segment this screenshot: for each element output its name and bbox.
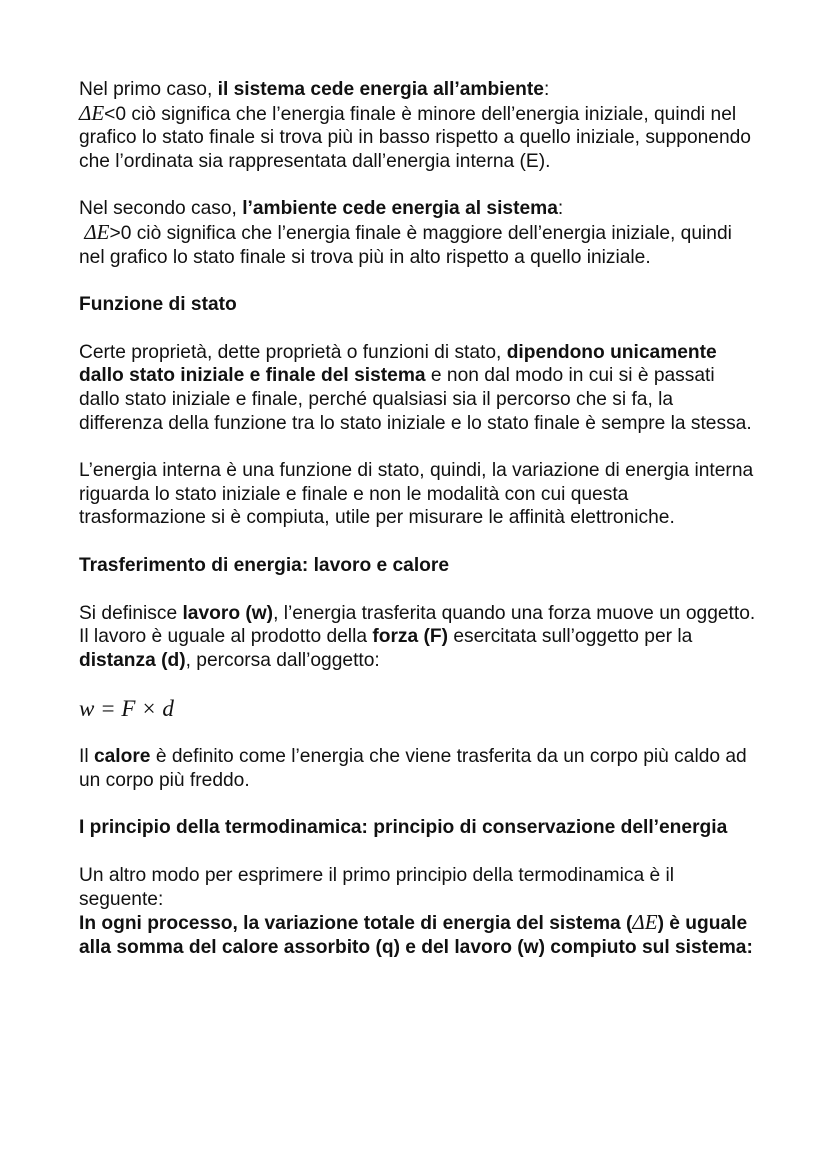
work-formula: w = F × d <box>79 696 174 722</box>
paragraph-primo-caso <box>79 78 758 173</box>
text: , l’energia trasferita quando una forza muove un oggetto. Il lavoro è uguale al prodotto della <box>79 602 756 648</box>
paragraph-secondo-caso <box>79 197 758 269</box>
text: Certe proprietà, dette proprietà o funzioni di stato, <box>79 341 507 363</box>
text: <0 ciò significa che l’energia finale è minore dell’energia iniziale, quindi nel grafico lo stato finale si trova più in basso rispetto a quello iniziale, supponendo che l’ordinata sia rappresentata dall’energia interna (E). <box>79 103 751 172</box>
paragraph-energia-interna: L’energia interna è una funzione di stato, quindi, la variazione di energia interna riguarda lo stato iniziale e finale e non le modalità con cui questa trasformazione si è compiuta, utile per misurare le affinità elettroniche. <box>79 460 754 529</box>
delta-e-symbol: ΔE <box>79 100 105 125</box>
text: Nel primo caso, <box>79 79 218 100</box>
text: Nel secondo caso, <box>79 198 243 220</box>
paragraph-calore <box>79 745 758 792</box>
text: >0 ciò significa che l’energia finale è maggiore dell’energia iniziale, quindi nel grafico lo stato finale si trova più in alto rispetto a quello iniziale. <box>79 222 732 268</box>
bold-text: distanza (d) <box>79 649 186 671</box>
text: Il <box>79 746 94 768</box>
delta-e-symbol: ΔE <box>84 219 110 244</box>
bold-text: dipendono unicamente dallo stato iniziale e finale del sistema <box>79 341 717 387</box>
paragraph-lavoro <box>79 602 758 673</box>
text: , percorsa dall’oggetto: <box>185 649 380 671</box>
paragraph-altro-modo: Un altro modo per esprimere il primo principio della termodinamica è il seguente: <box>79 865 675 910</box>
paragraph-funzioni-di-stato <box>79 341 758 435</box>
bold-text: calore <box>93 746 151 768</box>
bold-text: l’ambiente cede energia al sistema <box>242 198 558 220</box>
delta-e-symbol: ΔE <box>632 910 658 935</box>
text: Si definisce <box>79 602 183 624</box>
text: esercitata sull’oggetto per la <box>448 626 693 648</box>
text: ) è uguale alla somma del calore assorbito (q) e del lavoro (w) compiuto sul sistema: <box>79 913 753 958</box>
text: In ogni processo, la variazione totale di energia del sistema ( <box>79 913 633 935</box>
text: e non dal modo in cui si è passati dallo stato iniziale e finale, perché qualsiasi sia il percorso che si fa, la differenza della funzione tra lo stato iniziale e lo stato finale è sempre la stessa. <box>79 365 752 434</box>
heading-funzione-di-stato: Funzione di stato <box>79 294 237 316</box>
text: è definito come l’energia che viene trasferita da un corpo più caldo ad un corpo più freddo. <box>79 746 747 791</box>
heading-primo-principio: I principio della termodinamica: principio di conservazione dell’energia <box>79 817 728 839</box>
bold-text: forza (F) <box>372 626 449 648</box>
bold-text: il sistema cede energia all’ambiente <box>217 79 544 100</box>
text: : <box>543 79 550 100</box>
heading-lavoro-e-calore: Trasferimento di energia: lavoro e calore <box>79 554 450 576</box>
text: : <box>557 198 564 220</box>
paragraph-enunciato <box>79 911 758 959</box>
bold-text: lavoro (w) <box>182 602 274 624</box>
